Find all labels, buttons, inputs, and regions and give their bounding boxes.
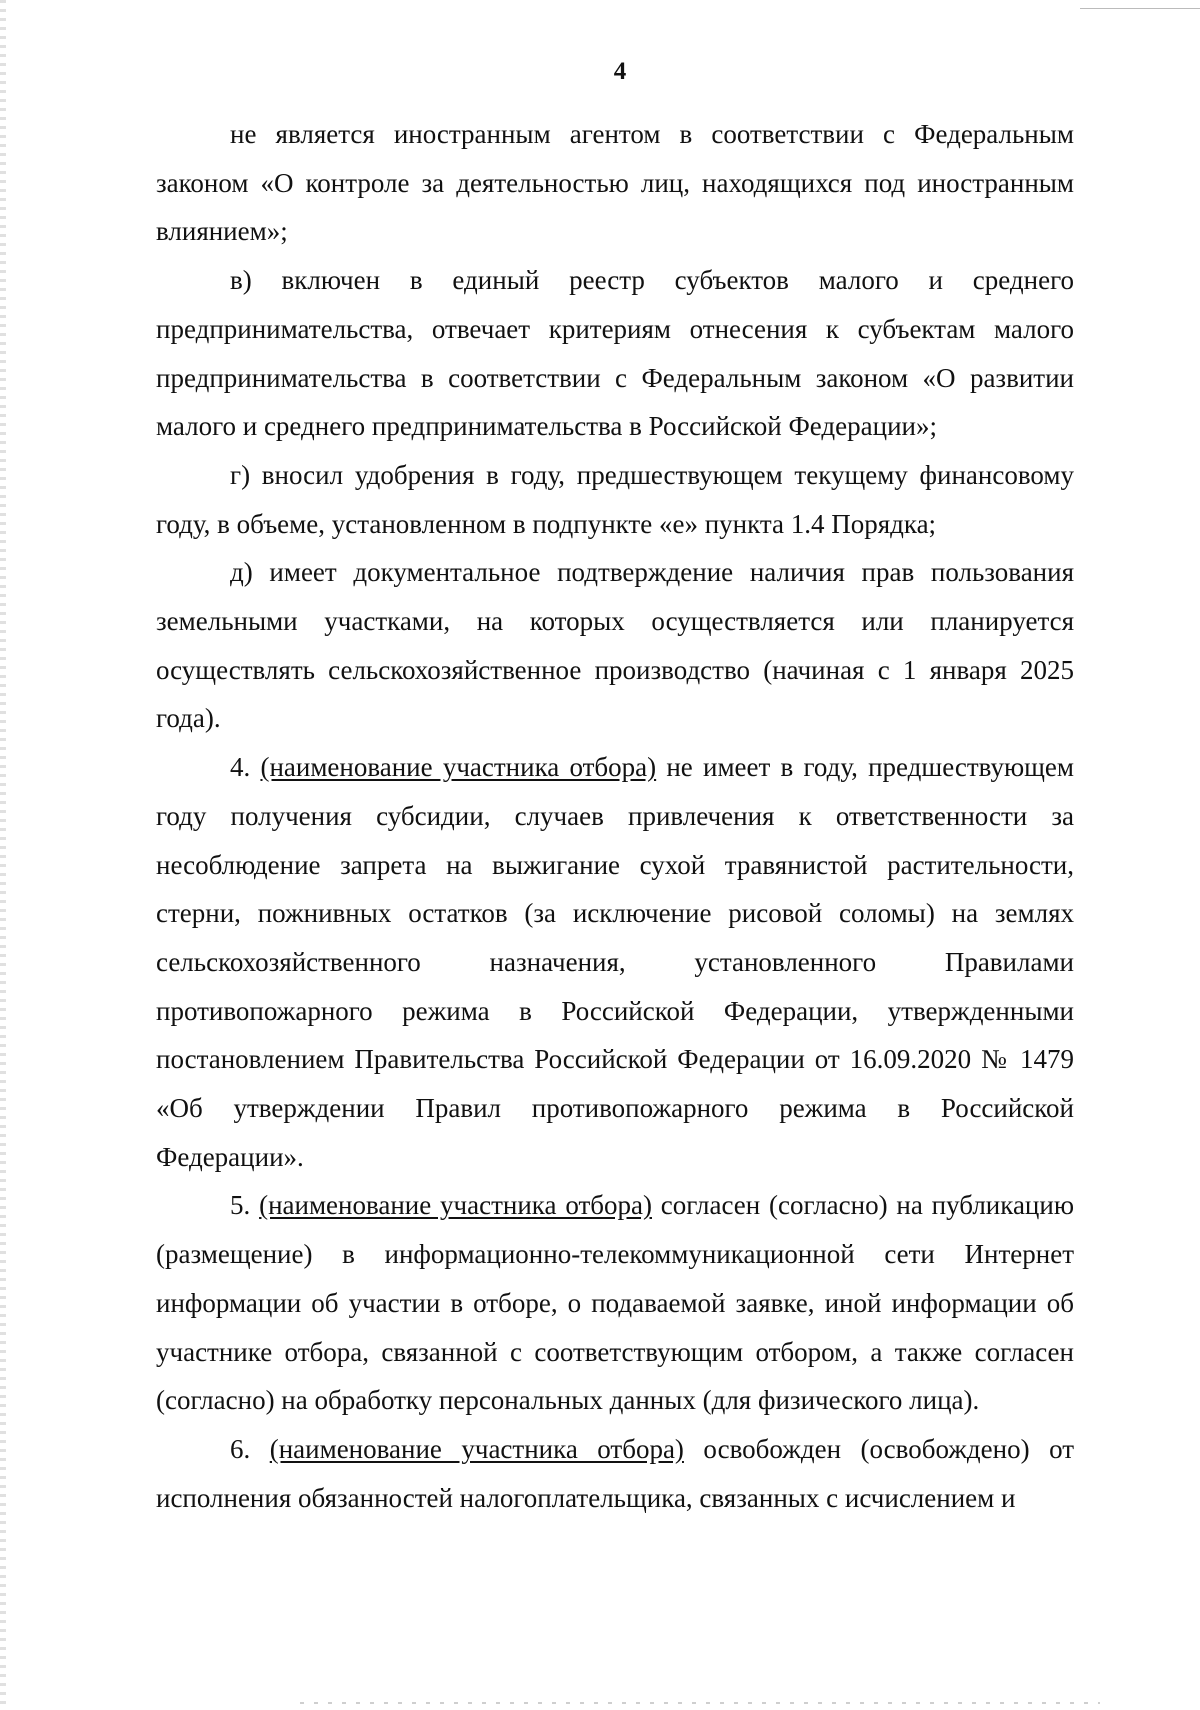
- paragraph-6: [156, 1425, 1074, 1522]
- paragraph-4: [156, 743, 1074, 1181]
- paragraph-item-d: д) имеет документальное подтверждение наличия прав пользования земельными участками, на которых осуществляется или планируется осуществлять сельскохозяйственное производство (начиная с 1 января 2025 года).: [156, 557, 1074, 734]
- paragraph-text: освобожден (освобождено) от исполнения обязанностей налогоплательщика, связанных с исчислением и: [156, 1433, 1075, 1513]
- paragraph-number: 6.: [230, 1433, 251, 1464]
- participant-name-placeholder: (наименование участника отбора): [260, 752, 657, 783]
- paragraph-text: согласен (согласно) на публикацию (размещение) в информационно-телекоммуникационной сети Интернет информации об участии в отборе, о подаваемой заявке, иной информации об участнике отбора, связанной с соответствующим отбором, а также согласен (согласно) на обработку персональных данных (для физического лица).: [156, 1190, 1075, 1416]
- paragraph-number: 5.: [230, 1190, 251, 1221]
- paragraph-text: не имеет в году, предшествующем году получения субсидии, случаев привлечения к ответственности за несоблюдение запрета на выжигание сухой травянистой растительности, стерни, пожнивных остатков (за исключение рисовой соломы) на землях сельскохозяйственного назначения, установленного Правилами противопожарного режима в Российской Федерации, утвержденными постановлением Правительства Российской Федерации от 16.09.2020 № 1479 «Об утверждении Правил противопожарного режима в Российской Федерации».: [156, 752, 1074, 1172]
- page-number: 4: [613, 58, 627, 85]
- paragraph-5: [156, 1181, 1074, 1425]
- paragraph-item-v: в) включен в единый реестр субъектов малого и среднего предпринимательства, отвечает критериям отнесения к субъектам малого предпринимательства в соответствии с Федеральным законом «О развитии малого и среднего предпринимательства в Российской Федерации»;: [156, 265, 1074, 442]
- scan-edge-left: [0, 0, 6, 1710]
- paragraph-number: 4.: [230, 752, 251, 783]
- scan-edge-bottom: [300, 1702, 1100, 1704]
- document-body: [156, 110, 1074, 1522]
- participant-name-placeholder: (наименование участника отбора): [269, 1433, 684, 1464]
- paragraph-foreign-agent: не является иностранным агентом в соответствии с Федеральным законом «О контроле за деятельностью лиц, находящихся под иностранным влиянием»;: [156, 119, 1074, 247]
- paragraph-item-g: г) вносил удобрения в году, предшествующем текущему финансовому году, в объеме, установленном в подпункте «е» пункта 1.4 Порядка;: [156, 459, 1074, 539]
- scan-edge-top: [1080, 8, 1200, 9]
- participant-name-placeholder: (наименование участника отбора): [259, 1190, 652, 1221]
